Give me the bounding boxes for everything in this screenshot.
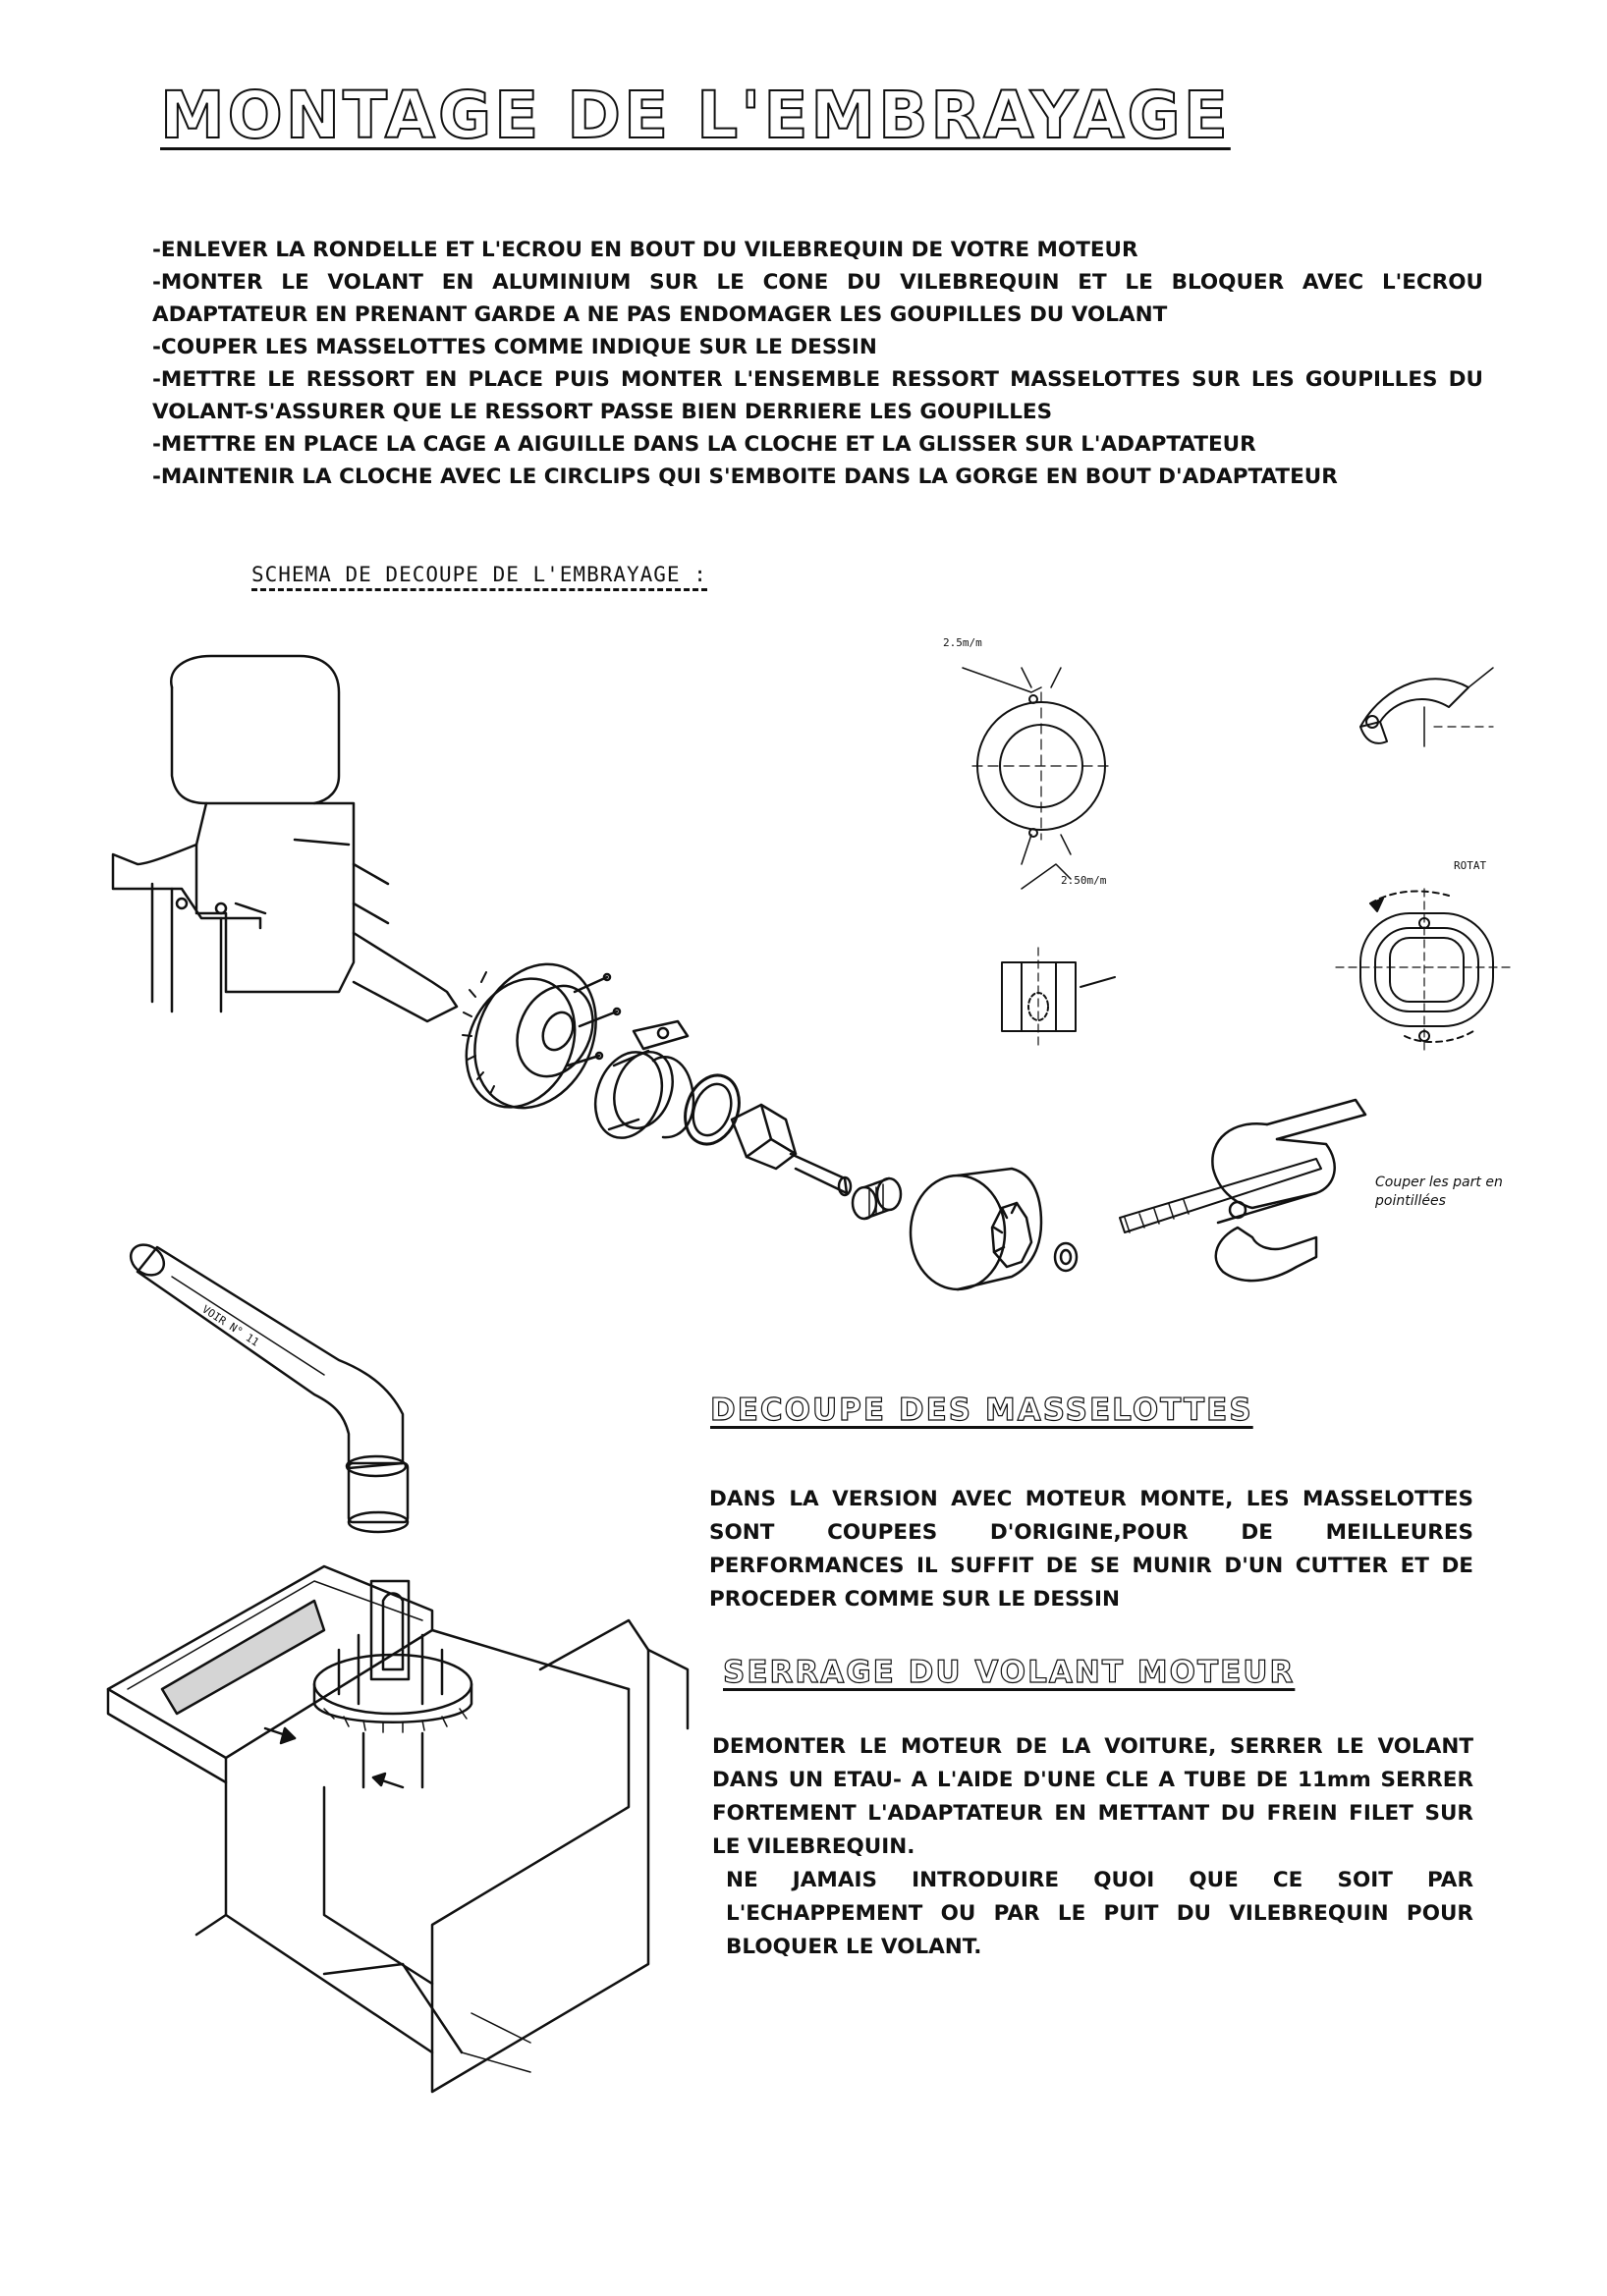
instruction-line: -METTRE LE RESSORT EN PLACE PUIS MONTER L'ENSEMBLE RESSORT MASSELOTTES SUR LES GOUPILLES DU VOLANT-S'ASSURER QUE LE RESSORT PASSE BIEN DERRIERE LES GOUPILLES (152, 367, 1483, 424)
cut-note: Couper les part en pointillées (1375, 1175, 1503, 1209)
spring-illustration (676, 1067, 748, 1151)
dimension-bottom-label: 2.50m/m (1061, 874, 1107, 887)
paragraph: NE JAMAIS INTRODUIRE QUOI QUE CE SOIT PAR L'ECHAPPEMENT OU PAR LE PUIT DU VILEBREQUIN POUR BLOQUER LE VOLANT. (726, 1868, 1473, 1959)
dimension-top-label: 2.5m/m (943, 636, 982, 649)
section-title-masselottes: DECOUPE DES MASSELOTTES (710, 1393, 1253, 1428)
instruction-line: -METTRE EN PLACE LA CAGE A AIGUILLE DANS LA CLOCHE ET LA GLISSER SUR L'ADAPTATEUR (152, 432, 1256, 457)
paragraph: DANS LA VERSION AVEC MOTEUR MONTE, LES MASSELOTTES SONT COUPEES D'ORIGINE,POUR DE MEILLEURES PERFORMANCES IL SUFFIT DE SE MUNIR D'UN CUTTER ET DE PROCEDER COMME SUR LE DESSIN (709, 1487, 1473, 1612)
rotation-label: ROTAT (1454, 859, 1487, 872)
paragraph: DEMONTER LE MOTEUR DE LA VOITURE, SERRER LE VOLANT DANS UN ETAU- A L'AIDE D'UNE CLE A TUBE DE 11mm SERRER FORTEMENT L'ADAPTATEUR EN METTANT DU FREIN FILET SUR LE VILEBREQUIN. (712, 1734, 1473, 1859)
circlip-illustration (1055, 1243, 1077, 1271)
page-title: MONTAGE DE L'EMBRAYAGE (160, 78, 1231, 153)
engine-illustration (113, 656, 457, 1021)
schema-label: SCHEMA DE DECOUPE DE L'EMBRAYAGE : (251, 563, 707, 591)
clutch-bell-illustration (911, 1169, 1041, 1289)
wrench-label: VOIR N° 11 (199, 1302, 261, 1349)
instruction-line: -MONTER LE VOLANT EN ALUMINIUM SUR LE CONE DU VILEBREQUIN ET LE BLOQUER AVEC L'ECROU ADAPTATEUR EN PRENANT GARDE A NE PAS ENDOMAGER LES GOUPILLES DU VOLANT (152, 270, 1483, 327)
flywheel-illustration (446, 945, 620, 1128)
tube-wrench-illustration (125, 1238, 408, 1532)
cutting-illustration (1120, 1100, 1365, 1281)
section-title-serrage: SERRAGE DU VOLANT MOTEUR (723, 1655, 1296, 1690)
needle-cage-illustration (853, 1178, 901, 1219)
vice-illustration (108, 1566, 688, 2092)
section-text-serrage (712, 1730, 1473, 1964)
clutch-shoes-illustration (584, 1021, 693, 1147)
adapter-nut-illustration (732, 1105, 851, 1195)
instruction-line: -ENLEVER LA RONDELLE ET L'ECROU EN BOUT DU VILEBREQUIN DE VOTRE MOTEUR (152, 238, 1138, 262)
clutch-dimension-drawing (963, 668, 1110, 889)
rotation-drawing (1336, 889, 1513, 1051)
instruction-line: -COUPER LES MASSELOTTES COMME INDIQUE SUR LE DESSIN (152, 335, 877, 359)
shoe-side-view (1002, 948, 1115, 1046)
section-text-masselottes (709, 1483, 1473, 1616)
instruction-line: -MAINTENIR LA CLOCHE AVEC LE CIRCLIPS QUI S'EMBOITE DANS LA GORGE EN BOUT D'ADAPTATEUR (152, 465, 1338, 489)
shoe-piece-drawing (1360, 668, 1493, 746)
intro-instructions (152, 234, 1483, 493)
